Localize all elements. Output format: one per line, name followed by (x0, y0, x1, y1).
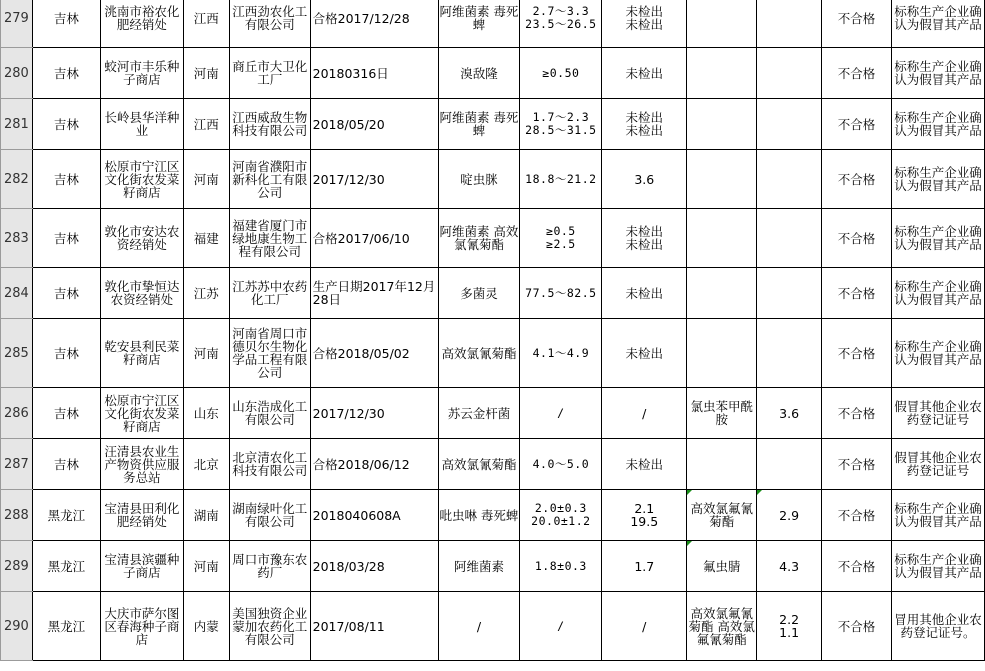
result-cell[interactable]: 不合格 (822, 209, 892, 268)
origin-province-cell[interactable]: 北京 (183, 439, 229, 490)
table-row (1, 0, 985, 48)
remark-cell[interactable]: 标称生产企业确认为假冒其产品 (892, 99, 985, 150)
other-ingredient-value-cell[interactable] (757, 439, 822, 490)
province-cell[interactable]: 黑龙江 (32, 541, 100, 592)
row-number-header[interactable]: 282 (1, 150, 33, 209)
origin-province-cell[interactable]: 河南 (183, 48, 229, 99)
labeled-ingredient-cell[interactable]: 啶虫脒 (438, 150, 520, 209)
other-ingredient-value-cell[interactable]: 2.9 (757, 490, 822, 541)
table-row (1, 48, 985, 99)
result-cell[interactable]: 不合格 (822, 388, 892, 439)
result-cell[interactable]: 不合格 (822, 48, 892, 99)
origin-province-cell[interactable]: 河南 (183, 319, 229, 388)
origin-province-cell[interactable]: 内蒙 (183, 592, 229, 661)
labeled-ingredient-cell[interactable]: 高效氯氰菊酯 (438, 439, 520, 490)
manufacturer-cell[interactable]: 商丘市大卫化工厂 (229, 48, 310, 99)
other-ingredient-value-cell[interactable] (757, 48, 822, 99)
province-cell[interactable]: 吉林 (32, 150, 100, 209)
labeled-ingredient-cell[interactable]: 阿维菌素 毒死蜱 (438, 99, 520, 150)
shop-name-cell[interactable]: 汪清县农业生产物资供应服务总站 (100, 439, 183, 490)
shop-name-cell[interactable]: 宝清县田利化肥经销处 (100, 490, 183, 541)
table-row (1, 439, 985, 490)
labeled-ingredient-cell[interactable]: 多菌灵 (438, 268, 520, 319)
standard-content-cell[interactable]: 77.5～82.5 (520, 268, 602, 319)
row-number-header[interactable]: 285 (1, 319, 33, 388)
other-ingredient-cell[interactable] (687, 319, 757, 388)
measured-content-cell[interactable]: 2.1 19.5 (602, 490, 687, 541)
shop-name-cell[interactable]: 宝清县滨疆种子商店 (100, 541, 183, 592)
label-info-cell[interactable]: 2017/12/30 (310, 388, 438, 439)
table-row (1, 99, 985, 150)
measured-content-cell[interactable]: 未检出 未检出 (602, 99, 687, 150)
province-cell[interactable]: 吉林 (32, 209, 100, 268)
remark-cell[interactable]: 标称生产企业确认为假冒其产品 (892, 48, 985, 99)
standard-content-cell[interactable]: 2.0±0.3 20.0±1.2 (520, 490, 602, 541)
province-cell[interactable]: 吉林 (32, 268, 100, 319)
measured-content-cell[interactable]: 未检出 (602, 268, 687, 319)
origin-province-cell[interactable]: 江西 (183, 0, 229, 48)
table-row (1, 490, 985, 541)
manufacturer-cell[interactable]: 周口市豫东农药厂 (229, 541, 310, 592)
labeled-ingredient-cell[interactable]: 溴敌隆 (438, 48, 520, 99)
label-info-cell[interactable]: 20180316日 (310, 48, 438, 99)
remark-cell[interactable]: 标称生产企业确认为假冒其产品 (892, 150, 985, 209)
label-info-cell[interactable]: 合格2018/05/02 (310, 319, 438, 388)
table-row (1, 268, 985, 319)
standard-content-cell[interactable]: 4.0～5.0 (520, 439, 602, 490)
other-ingredient-value-cell[interactable] (757, 99, 822, 150)
label-info-cell[interactable]: 合格2017/06/10 (310, 209, 438, 268)
province-cell[interactable]: 黑龙江 (32, 592, 100, 661)
province-cell[interactable]: 吉林 (32, 0, 100, 48)
manufacturer-cell[interactable]: 山东浩成化工有限公司 (229, 388, 310, 439)
other-ingredient-cell[interactable]: 氯虫苯甲酰胺 (687, 388, 757, 439)
other-ingredient-cell[interactable]: 氟虫腈 (687, 541, 757, 592)
row-number-header[interactable]: 279 (1, 0, 33, 48)
row-number-header[interactable]: 288 (1, 490, 33, 541)
manufacturer-cell[interactable]: 福建省厦门市绿地康生物工程有限公司 (229, 209, 310, 268)
result-cell[interactable]: 不合格 (822, 0, 892, 48)
row-number-header[interactable]: 281 (1, 99, 33, 150)
measured-content-cell[interactable]: 未检出 (602, 48, 687, 99)
manufacturer-cell[interactable]: 江苏苏中农药化工厂 (229, 268, 310, 319)
origin-province-cell[interactable]: 江西 (183, 99, 229, 150)
other-ingredient-cell[interactable] (687, 439, 757, 490)
remark-cell[interactable]: 标称生产企业确认为假冒其产品 (892, 319, 985, 388)
measured-content-cell[interactable]: / (602, 592, 687, 661)
table-row (1, 150, 985, 209)
table-row (1, 541, 985, 592)
remark-cell[interactable]: 标称生产企业确认为假冒其产品 (892, 490, 985, 541)
shop-name-cell[interactable]: 蛟河市丰乐种子商店 (100, 48, 183, 99)
row-number-header[interactable]: 286 (1, 388, 33, 439)
result-cell[interactable]: 不合格 (822, 439, 892, 490)
shop-name-cell[interactable]: 洮南市裕农化肥经销处 (100, 0, 183, 48)
shop-name-cell[interactable]: 松原市宁江区文化街农发菜籽商店 (100, 150, 183, 209)
manufacturer-cell[interactable]: 北京清农化工科技有限公司 (229, 439, 310, 490)
remark-cell[interactable]: 标称生产企业确认为假冒其产品 (892, 209, 985, 268)
other-ingredient-value-cell[interactable] (757, 0, 822, 48)
table-row (1, 209, 985, 268)
standard-content-cell[interactable]: ≥0.5 ≥2.5 (520, 209, 602, 268)
table-row (1, 388, 985, 439)
label-info-cell[interactable]: 合格2017/12/28 (310, 0, 438, 48)
other-ingredient-cell[interactable] (687, 150, 757, 209)
remark-cell[interactable]: 冒用其他企业农药登记证号。 (892, 592, 985, 661)
other-ingredient-cell[interactable] (687, 0, 757, 48)
measured-content-cell[interactable]: 3.6 (602, 150, 687, 209)
label-info-cell[interactable]: 2017/12/30 (310, 150, 438, 209)
label-info-cell[interactable]: 合格2018/06/12 (310, 439, 438, 490)
labeled-ingredient-cell[interactable]: / (438, 592, 520, 661)
shop-name-cell[interactable]: 敦化市挚恒达农资经销处 (100, 268, 183, 319)
measured-content-cell[interactable]: 未检出 未检出 (602, 0, 687, 48)
row-number-header[interactable]: 283 (1, 209, 33, 268)
result-cell[interactable]: 不合格 (822, 319, 892, 388)
province-cell[interactable]: 吉林 (32, 388, 100, 439)
standard-content-cell[interactable]: 4.1～4.9 (520, 319, 602, 388)
manufacturer-cell[interactable]: 江西劲农化工有限公司 (229, 0, 310, 48)
labeled-ingredient-cell[interactable]: 阿维菌素 高效氯氰菊酯 (438, 209, 520, 268)
other-ingredient-cell[interactable] (687, 209, 757, 268)
label-info-cell[interactable]: 2018040608A (310, 490, 438, 541)
measured-content-cell[interactable]: 1.7 (602, 541, 687, 592)
other-ingredient-value-cell[interactable] (757, 268, 822, 319)
standard-content-cell[interactable]: / (520, 388, 602, 439)
row-number-header[interactable]: 290 (1, 592, 33, 661)
label-info-cell[interactable]: 2018/05/20 (310, 99, 438, 150)
other-ingredient-value-cell[interactable] (757, 150, 822, 209)
shop-name-cell[interactable]: 长岭县华洋种业 (100, 99, 183, 150)
labeled-ingredient-cell[interactable]: 苏云金杆菌 (438, 388, 520, 439)
label-info-cell[interactable]: 生产日期2017年12月28日 (310, 268, 438, 319)
standard-content-cell[interactable]: 18.8～21.2 (520, 150, 602, 209)
origin-province-cell[interactable]: 江苏 (183, 268, 229, 319)
manufacturer-cell[interactable]: 湖南绿叶化工有限公司 (229, 490, 310, 541)
table-row (1, 319, 985, 388)
other-ingredient-value-cell[interactable]: 2.2 1.1 (757, 592, 822, 661)
standard-content-cell[interactable]: / (520, 592, 602, 661)
origin-province-cell[interactable]: 山东 (183, 388, 229, 439)
manufacturer-cell[interactable]: 河南省周口市德贝尔生物化学品工程有限公司 (229, 319, 310, 388)
standard-content-cell[interactable]: 2.7～3.3 23.5～26.5 (520, 0, 602, 48)
remark-cell[interactable]: 标称生产企业确认为假冒其产品 (892, 0, 985, 48)
table-row (1, 592, 985, 661)
row-number-header[interactable]: 289 (1, 541, 33, 592)
result-cell[interactable]: 不合格 (822, 541, 892, 592)
standard-content-cell[interactable]: 1.7～2.3 28.5～31.5 (520, 99, 602, 150)
measured-content-cell[interactable]: 未检出 (602, 439, 687, 490)
shop-name-cell[interactable]: 松原市宁江区文化街农发菜籽商店 (100, 388, 183, 439)
remark-cell[interactable]: 假冒其他企业农药登记证号 (892, 388, 985, 439)
remark-cell[interactable]: 假冒其他企业农药登记证号 (892, 439, 985, 490)
row-number-header[interactable]: 284 (1, 268, 33, 319)
standard-content-cell[interactable]: ≥0.50 (520, 48, 602, 99)
other-ingredient-cell[interactable] (687, 48, 757, 99)
remark-cell[interactable]: 标称生产企业确认为假冒其产品 (892, 268, 985, 319)
label-info-cell[interactable]: 2017/08/11 (310, 592, 438, 661)
province-cell[interactable]: 黑龙江 (32, 490, 100, 541)
other-ingredient-value-cell[interactable] (757, 319, 822, 388)
other-ingredient-value-cell[interactable]: 4.3 (757, 541, 822, 592)
result-cell[interactable]: 不合格 (822, 150, 892, 209)
shop-name-cell[interactable]: 大庆市萨尔图区春海种子商店 (100, 592, 183, 661)
manufacturer-cell[interactable]: 美国独资企业蒙加农药化工有限公司 (229, 592, 310, 661)
measured-content-cell[interactable]: 未检出 (602, 319, 687, 388)
measured-content-cell[interactable]: 未检出 未检出 (602, 209, 687, 268)
origin-province-cell[interactable]: 福建 (183, 209, 229, 268)
remark-cell[interactable]: 标称生产企业确认为假冒其产品 (892, 541, 985, 592)
labeled-ingredient-cell[interactable]: 阿维菌素 毒死蜱 (438, 0, 520, 48)
labeled-ingredient-cell[interactable]: 阿维菌素 (438, 541, 520, 592)
other-ingredient-cell[interactable]: 高效氯氟氰菊酯 (687, 490, 757, 541)
row-number-header[interactable]: 287 (1, 439, 33, 490)
row-number-header[interactable]: 280 (1, 48, 33, 99)
manufacturer-cell[interactable]: 河南省濮阳市新科化工有限公司 (229, 150, 310, 209)
origin-province-cell[interactable]: 河南 (183, 541, 229, 592)
result-cell[interactable]: 不合格 (822, 592, 892, 661)
measured-content-cell[interactable]: / (602, 388, 687, 439)
labeled-ingredient-cell[interactable]: 吡虫啉 毒死蜱 (438, 490, 520, 541)
labeled-ingredient-cell[interactable]: 高效氯氰菊酯 (438, 319, 520, 388)
result-cell[interactable]: 不合格 (822, 268, 892, 319)
other-ingredient-cell[interactable] (687, 99, 757, 150)
province-cell[interactable]: 吉林 (32, 439, 100, 490)
result-cell[interactable]: 不合格 (822, 99, 892, 150)
other-ingredient-value-cell[interactable] (757, 209, 822, 268)
shop-name-cell[interactable]: 敦化市安达农资经销处 (100, 209, 183, 268)
province-cell[interactable]: 吉林 (32, 319, 100, 388)
result-cell[interactable]: 不合格 (822, 490, 892, 541)
province-cell[interactable]: 吉林 (32, 48, 100, 99)
origin-province-cell[interactable]: 湖南 (183, 490, 229, 541)
shop-name-cell[interactable]: 乾安县利民菜籽商店 (100, 319, 183, 388)
other-ingredient-value-cell[interactable]: 3.6 (757, 388, 822, 439)
table-body (1, 0, 985, 661)
label-info-cell[interactable]: 2018/03/28 (310, 541, 438, 592)
province-cell[interactable]: 吉林 (32, 99, 100, 150)
standard-content-cell[interactable]: 1.8±0.3 (520, 541, 602, 592)
other-ingredient-cell[interactable]: 高效氯氟氰菊酯 高效氯氟氰菊酯 (687, 592, 757, 661)
other-ingredient-cell[interactable] (687, 268, 757, 319)
origin-province-cell[interactable]: 河南 (183, 150, 229, 209)
manufacturer-cell[interactable]: 江西威敌生物科技有限公司 (229, 99, 310, 150)
